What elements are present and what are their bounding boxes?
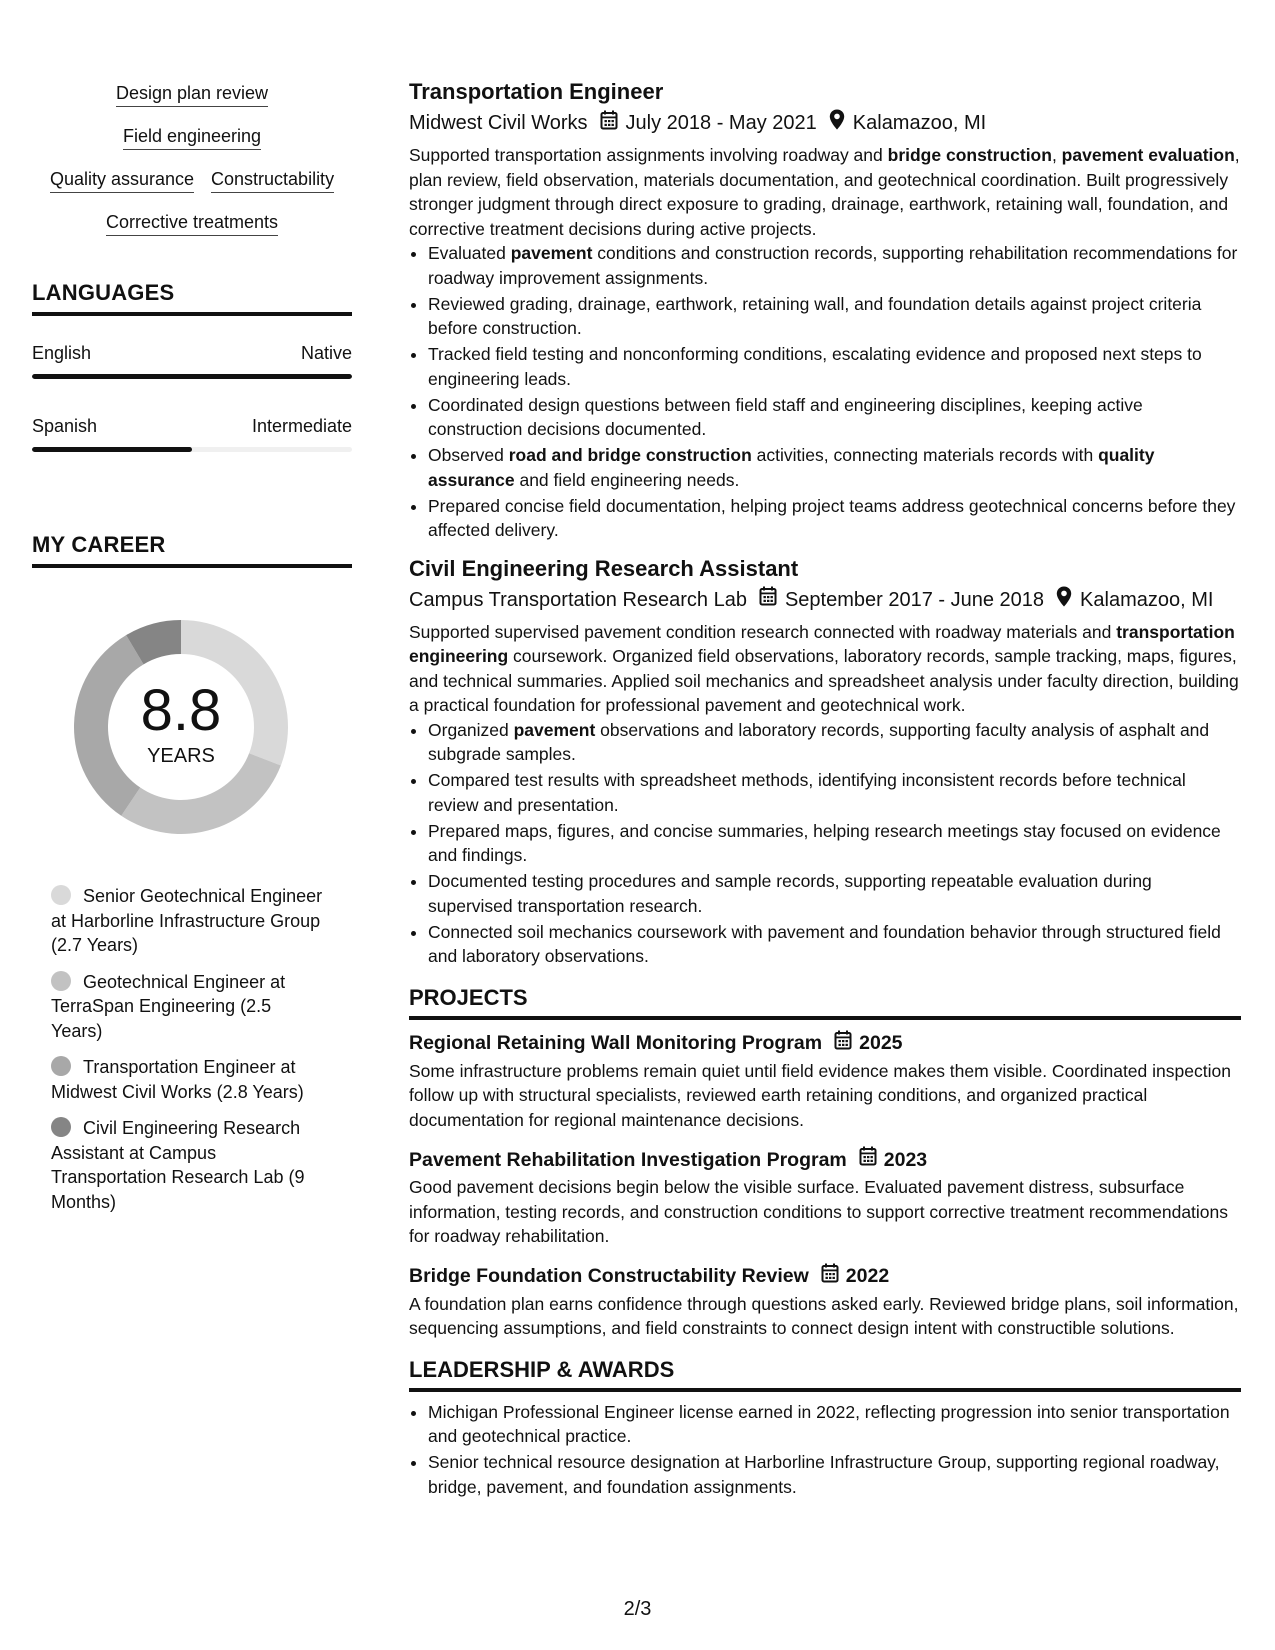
legend-label: Geotechnical Engineer at TerraSpan Engineering (2.5 Years)	[51, 971, 286, 1041]
projects-heading: PROJECTS	[409, 985, 1241, 1020]
project-year: 2023	[883, 1148, 928, 1171]
location-pin-icon	[1056, 586, 1072, 614]
career-total-unit: YEARS	[147, 744, 215, 767]
project-title-row	[409, 1263, 1241, 1290]
calendar-icon	[859, 1146, 877, 1173]
project-year: 2025	[859, 1032, 903, 1054]
language-proficiency-bar	[32, 447, 352, 452]
job-bullets	[409, 241, 1241, 543]
job-title: Civil Engineering Research Assistant	[409, 555, 799, 581]
language-row	[32, 415, 352, 437]
job-bullet	[428, 718, 1241, 767]
text-run: Evaluated	[428, 243, 511, 263]
language-proficiency-bar	[32, 374, 352, 379]
job-location: Kalamazoo, MI	[1080, 588, 1214, 611]
text-run: Supported transportation assignments involving roadway and	[409, 145, 888, 165]
languages-heading: LANGUAGES	[32, 280, 352, 316]
project-entry	[409, 1030, 1241, 1133]
award-item: • Senior technical resource designation at Harborline Infrastructure Group, supporting regional roadway, bridge, pavement, and foundation assignments.	[428, 1450, 1241, 1499]
language-item	[32, 415, 352, 452]
experience-list	[409, 78, 1241, 969]
calendar-icon	[759, 586, 777, 613]
job-entry	[409, 555, 1241, 969]
project-description: A foundation plan earns confidence through questions asked early. Reviewed bridge plans, soil information, sequencing assumptions, and field constraints to connect design intent with constructible solutions.	[409, 1293, 1239, 1338]
job-dates: September 2017 - June 2018	[784, 588, 1045, 611]
text-run: observations and laboratory records, supporting faculty analysis of asphalt and subgrade samples.	[428, 719, 1210, 764]
language-proficiency-fill	[32, 374, 352, 379]
calendar-icon	[821, 1263, 839, 1290]
language-item	[32, 342, 352, 379]
text-run: , plan review, field observation, materials documentation, and geotechnical coordination. Built progressively stronger judgment through direct exposure to grading, drainage, earthwork, retaining wall, foundation, and corrective treatment decisions during active projects.	[409, 145, 1240, 239]
text-run: coursework. Organized field observations, laboratory records, sample tracking, maps, figures, and technical summaries. Applied soil mechanics and spreadsheet analysis under faculty direction, building a practical foundation for professional pavement and geotechnical work.	[409, 646, 1239, 715]
bold-text: bridge construction	[887, 145, 1052, 165]
text-run: conditions and construction records, supporting rehabilitation recommendations for roadway improvement assignments.	[428, 243, 1238, 288]
text-run: Connected soil mechanics coursework with pavement and foundation behavior through structured field and laboratory observations.	[428, 921, 1221, 966]
legend-item	[51, 970, 326, 1044]
awards-heading: LEADERSHIP & AWARDS	[409, 1357, 1241, 1392]
job-bullet	[428, 443, 1241, 492]
text-run: Prepared maps, figures, and concise summaries, helping research meetings stay focused on evidence and findings.	[428, 820, 1221, 865]
language-proficiency-fill	[32, 447, 192, 452]
skill-tag: Corrective treatments	[106, 211, 278, 236]
skills-row	[32, 211, 352, 236]
skills-row	[32, 168, 352, 193]
job-summary	[409, 620, 1241, 718]
text-run: activities, connecting materials records with	[751, 445, 1099, 465]
legend-swatch	[51, 1056, 71, 1076]
skill-tag: Field engineering	[123, 125, 261, 150]
text-run: Coordinated design questions between field staff and engineering disciplines, keeping active construction decisions documented.	[428, 394, 1143, 439]
bold-text: pavement	[513, 719, 596, 740]
legend-label: Civil Engineering Research Assistant at Campus Transportation Research Lab (9 Months)	[51, 1118, 305, 1212]
legend-swatch	[51, 1117, 71, 1137]
project-title-row	[409, 1030, 1241, 1057]
job-bullet	[428, 292, 1241, 341]
career-heading: MY CAREER	[32, 532, 352, 568]
calendar-icon	[600, 110, 618, 137]
location-pin-icon	[829, 109, 845, 137]
text-run: Compared test results with spreadsheet methods, identifying inconsistent records before technical review and presentation.	[428, 770, 1186, 815]
job-meta	[409, 586, 1241, 614]
text-run: ,	[1051, 145, 1062, 165]
language-level: Intermediate	[251, 416, 352, 436]
text-run: Supported supervised pavement condition research connected with roadway materials and	[409, 621, 1117, 642]
career-section	[32, 532, 352, 1214]
job-bullet	[428, 241, 1241, 290]
job-bullet	[428, 342, 1241, 391]
legend-label: Senior Geotechnical Engineer at Harborline Infrastructure Group (2.7 Years)	[51, 886, 323, 955]
job-summary	[409, 143, 1241, 241]
project-description: Some infrastructure problems remain quiet until field evidence makes them visible. Coordinated inspection follow up with structural specialists, reviewed earth retaining conditions, and organized practical documentation for regional maintenance decisions.	[409, 1060, 1231, 1130]
project-title-row	[409, 1146, 1241, 1173]
skills-list	[32, 82, 352, 236]
job-bullet	[428, 393, 1241, 442]
text-run: Prepared concise field documentation, helping project teams address geotechnical concerns before they affected delivery.	[428, 495, 1236, 540]
text-run: Documented testing procedures and sample records, supporting repeatable evaluation during supervised transportation research.	[428, 871, 1152, 916]
bold-text: pavement	[510, 243, 593, 263]
job-bullet	[428, 494, 1241, 543]
text-run: and field engineering needs.	[514, 469, 740, 490]
job-bullet	[428, 768, 1241, 817]
job-bullet	[428, 869, 1241, 918]
legend-item	[51, 1055, 326, 1104]
project-year: 2022	[845, 1265, 890, 1287]
bold-text: pavement evaluation	[1061, 145, 1235, 165]
legend-item	[51, 884, 326, 958]
skill-tag: Constructability	[211, 168, 334, 193]
career-donut-chart	[66, 612, 296, 842]
project-entry	[409, 1263, 1241, 1341]
skill-tag: Design plan review	[116, 82, 268, 107]
right-column	[409, 78, 1241, 1501]
job-entry	[409, 78, 1241, 543]
text-run: Organized	[428, 719, 514, 740]
job-meta	[409, 109, 1241, 137]
left-column	[32, 82, 352, 1226]
text-run: Tracked field testing and nonconforming conditions, escalating evidence and proposed next steps to engineering leads.	[428, 344, 1202, 389]
career-total-years: 8.8	[140, 677, 222, 743]
language-row	[32, 342, 352, 364]
awards-list	[409, 1400, 1241, 1500]
language-level: Native	[300, 343, 352, 363]
legend-label: Transportation Engineer at Midwest Civil Works (2.8 Years)	[51, 1057, 304, 1102]
job-company: Midwest Civil Works	[409, 112, 588, 134]
legend-swatch	[51, 885, 71, 905]
legend-item	[51, 1116, 326, 1214]
language-name: Spanish	[32, 416, 98, 436]
legend-swatch	[51, 971, 71, 991]
project-title: Bridge Foundation Constructability Review	[409, 1265, 809, 1287]
job-bullet	[428, 920, 1241, 969]
project-entry	[409, 1146, 1241, 1249]
award-item: • Michigan Professional Engineer license earned in 2022, reflecting progression into senior transportation and geotechnical practice.	[428, 1400, 1241, 1449]
languages-section	[32, 280, 352, 452]
job-dates: July 2018 - May 2021	[625, 112, 817, 134]
page-number: 2/3	[623, 1598, 652, 1620]
bold-text: road and bridge construction	[508, 445, 752, 465]
bold-text: transportation engineering	[409, 621, 1235, 666]
job-title: Transportation Engineer	[409, 79, 664, 104]
job-location: Kalamazoo, MI	[852, 112, 987, 134]
calendar-icon	[834, 1030, 852, 1057]
projects-list	[409, 1030, 1241, 1341]
project-description: Good pavement decisions begin below the visible surface. Evaluated pavement distress, subsurface information, testing records, and construction conditions to support corrective treatment recommendations for roadway rehabilitation.	[409, 1177, 1229, 1246]
skills-row	[32, 125, 352, 150]
skill-tag: Quality assurance	[50, 168, 194, 193]
project-title: Pavement Rehabilitation Investigation Program	[409, 1148, 847, 1171]
skills-row	[32, 82, 352, 107]
job-bullet	[428, 819, 1241, 868]
project-title: Regional Retaining Wall Monitoring Program	[409, 1032, 823, 1054]
text-run: Reviewed grading, drainage, earthwork, retaining wall, and foundation details against project criteria before construction.	[428, 293, 1202, 338]
career-legend	[51, 884, 326, 1214]
language-name: English	[32, 343, 92, 363]
bold-text: quality assurance	[428, 445, 1155, 490]
job-company: Campus Transportation Research Lab	[409, 588, 747, 611]
job-bullets	[409, 718, 1241, 969]
text-run: Observed	[428, 445, 509, 465]
